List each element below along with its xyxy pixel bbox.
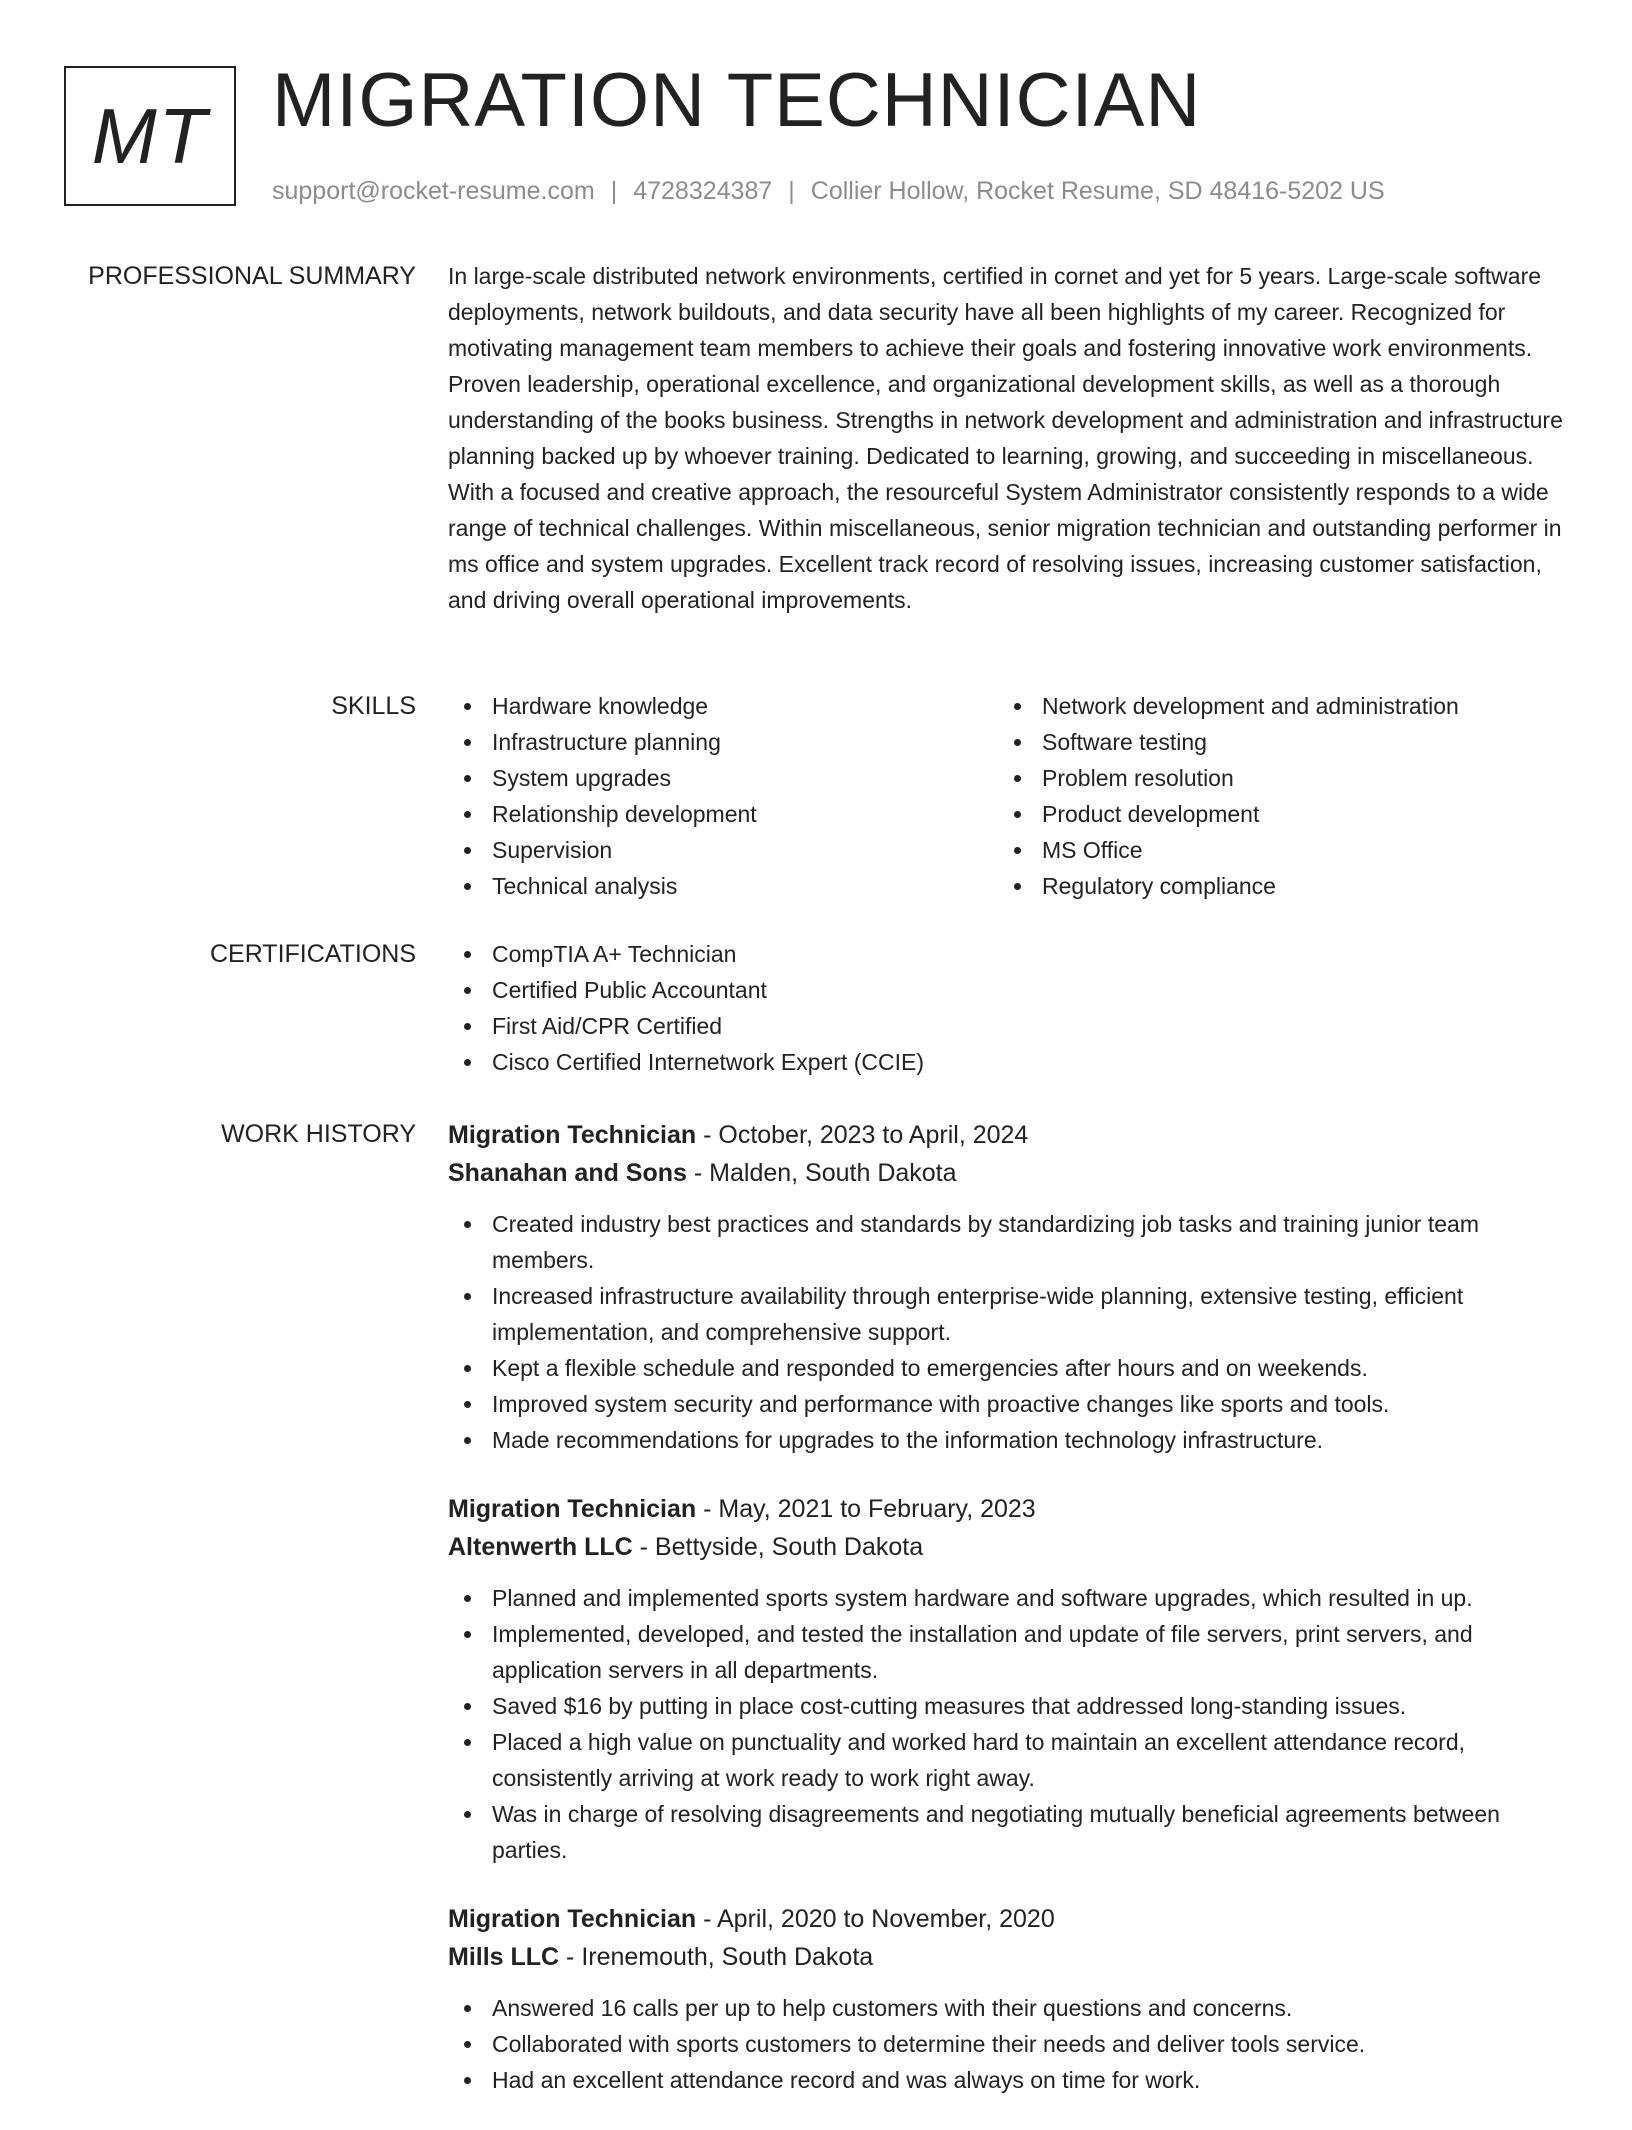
job-bullet: Created industry best practices and standards by standardizing job tasks and training junior team members. xyxy=(448,1206,1568,1278)
skills-list-right xyxy=(998,688,1548,904)
section-label-summary: PROFESSIONAL SUMMARY xyxy=(88,262,416,290)
summary-text: In large-scale distributed network environments, certified in cornet and yet for 5 years. Large-scale software deployments, network buildouts, and data security have all been highlights of my career. Recognized for motivating management team members to achieve their goals and fostering innovative work environments. Proven leadership, operational excellence, and organizational development skills, as well as a thorough understanding of the books business. Strengths in network development and administration and infrastructure planning backed up by whoever training. Dedicated to learning, growing, and succeeding in miscellaneous. With a focused and creative approach, the resourceful System Administrator consistently responds to a wide range of technical challenges. Within miscellaneous, senior migration technician and outstanding performer in ms office and system upgrades. Excellent track record of resolving issues, increasing customer satisfaction, and driving overall operational improvements. xyxy=(448,263,1563,613)
page-title: MIGRATION TECHNICIAN xyxy=(272,58,1202,143)
skill-item: Problem resolution xyxy=(998,760,1548,796)
skills-list-left xyxy=(448,688,998,904)
job-bullets xyxy=(448,1990,1568,2098)
skill-item: MS Office xyxy=(998,832,1548,868)
job-bullet: Placed a high value on punctuality and worked hard to maintain an excellent attendance record, consistently arriving at work ready to work right away. xyxy=(448,1724,1568,1796)
job-entry xyxy=(448,1116,1568,1458)
job-bullet: Kept a flexible schedule and responded to emergencies after hours and on weekends. xyxy=(448,1350,1568,1386)
skills-body xyxy=(448,688,1568,904)
certification-item: Cisco Certified Internetwork Expert (CCIE) xyxy=(448,1044,1568,1080)
job-company: Mills LLC xyxy=(448,1943,560,1971)
contact-email: support@rocket-resume.com xyxy=(272,177,595,205)
certification-item: CompTIA A+ Technician xyxy=(448,936,1568,972)
job-title: Migration Technician xyxy=(448,1121,697,1149)
job-bullet: Answered 16 calls per up to help customers with their questions and concerns. xyxy=(448,1990,1568,2026)
certifications-list xyxy=(448,936,1568,1080)
skill-item: Infrastructure planning xyxy=(448,724,998,760)
job-company: Altenwerth LLC xyxy=(448,1533,633,1561)
job-bullet: Increased infrastructure availability through enterprise-wide planning, extensive testing, efficient implementation, and comprehensive support. xyxy=(448,1278,1568,1350)
skill-item: Relationship development xyxy=(448,796,998,832)
contact-line xyxy=(272,174,1385,208)
job-company: Shanahan and Sons xyxy=(448,1159,687,1187)
job-title-line xyxy=(448,1900,1568,1938)
skill-item: Supervision xyxy=(448,832,998,868)
section-label-skills: SKILLS xyxy=(331,692,416,720)
skills-column-left xyxy=(448,688,998,904)
job-entry xyxy=(448,1900,1568,2098)
job-bullet: Collaborated with sports customers to determine their needs and deliver tools service. xyxy=(448,2026,1568,2062)
job-dates: - April, 2020 to November, 2020 xyxy=(696,1905,1055,1933)
job-bullet: Had an excellent attendance record and was always on time for work. xyxy=(448,2062,1568,2098)
section-label-certifications: CERTIFICATIONS xyxy=(209,940,416,968)
job-bullets xyxy=(448,1206,1568,1458)
job-location: - Bettyside, South Dakota xyxy=(632,1533,924,1561)
job-title-line xyxy=(448,1116,1568,1154)
summary-body xyxy=(448,258,1568,618)
work-history-body xyxy=(448,1116,1568,2130)
skill-item: Technical analysis xyxy=(448,868,998,904)
skills-column-right xyxy=(998,688,1548,904)
skill-item: Software testing xyxy=(998,724,1548,760)
job-bullet: Was in charge of resolving disagreements and negotiating mutually beneficial agreements between parties. xyxy=(448,1796,1568,1868)
skill-item: Product development xyxy=(998,796,1548,832)
monogram-logo: MT xyxy=(64,66,236,206)
skill-item: Network development and administration xyxy=(998,688,1548,724)
skill-item: Regulatory compliance xyxy=(998,868,1548,904)
job-bullet: Made recommendations for upgrades to the information technology infrastructure. xyxy=(448,1422,1568,1458)
contact-address: Collier Hollow, Rocket Resume, SD 48416-5202 US xyxy=(810,177,1385,205)
job-entry xyxy=(448,1490,1568,1868)
job-company-line xyxy=(448,1938,1568,1976)
job-bullet: Planned and implemented sports system hardware and software upgrades, which resulted in up. xyxy=(448,1580,1568,1616)
job-bullet: Improved system security and performance with proactive changes like sports and tools. xyxy=(448,1386,1568,1422)
section-label-work-history: WORK HISTORY xyxy=(221,1120,416,1148)
job-bullets xyxy=(448,1580,1568,1868)
job-dates: - October, 2023 to April, 2024 xyxy=(696,1121,1029,1149)
contact-separator: | xyxy=(610,177,618,205)
job-title: Migration Technician xyxy=(448,1495,697,1523)
skill-item: System upgrades xyxy=(448,760,998,796)
skill-item: Hardware knowledge xyxy=(448,688,998,724)
job-dates: - May, 2021 to February, 2023 xyxy=(696,1495,1036,1523)
job-location: - Irenemouth, South Dakota xyxy=(559,1943,874,1971)
job-title: Migration Technician xyxy=(448,1905,697,1933)
certification-item: Certified Public Accountant xyxy=(448,972,1568,1008)
job-location: - Malden, South Dakota xyxy=(686,1159,957,1187)
job-company-line xyxy=(448,1528,1568,1566)
job-bullet: Implemented, developed, and tested the installation and update of file servers, print servers, and application servers in all departments. xyxy=(448,1616,1568,1688)
job-company-line xyxy=(448,1154,1568,1192)
contact-phone: 4728324387 xyxy=(633,177,773,205)
certification-item: First Aid/CPR Certified xyxy=(448,1008,1568,1044)
job-title-line xyxy=(448,1490,1568,1528)
contact-separator: | xyxy=(788,177,795,205)
job-bullet: Saved $16 by putting in place cost-cutting measures that addressed long-standing issues. xyxy=(448,1688,1568,1724)
certifications-body xyxy=(448,936,1568,1080)
